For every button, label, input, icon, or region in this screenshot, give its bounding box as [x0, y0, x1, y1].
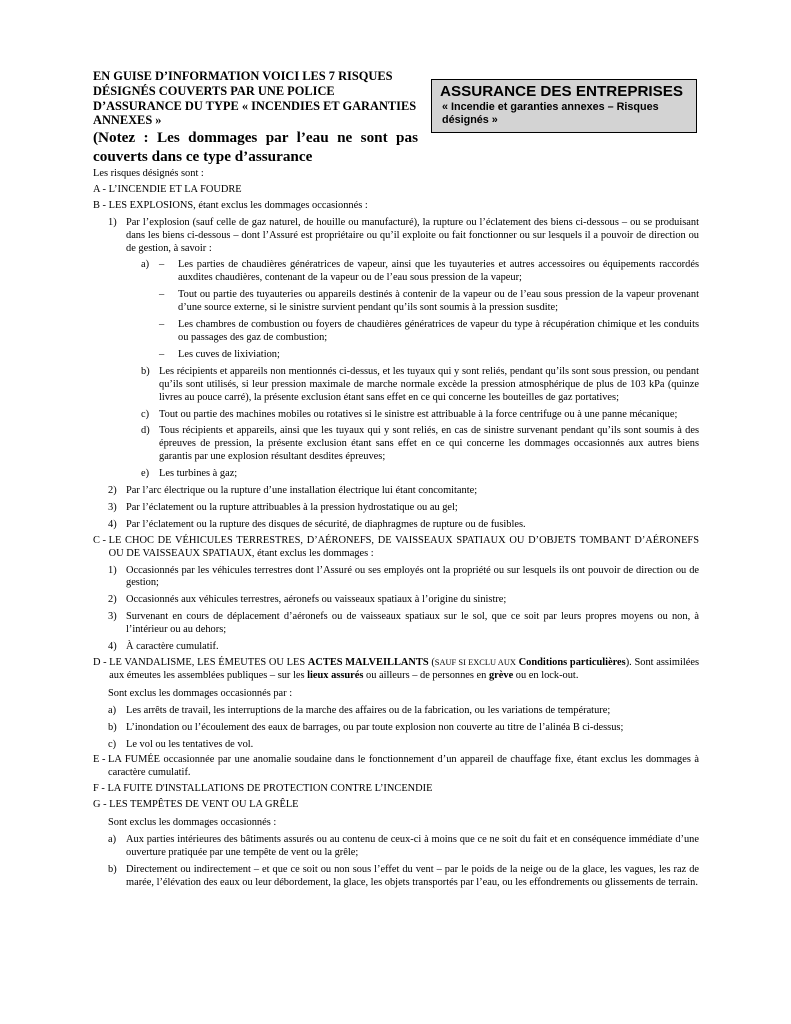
list-item: [141, 425, 699, 464]
section-text: L’INCENDIE ET LA FOUDRE: [108, 183, 242, 195]
section-label: D -: [93, 657, 110, 668]
dash-item: [159, 349, 699, 362]
section-b-items: [93, 217, 699, 532]
text-run-bold: lieux assurés: [307, 669, 364, 681]
dash-item: [159, 289, 699, 315]
dash-marker: –: [159, 348, 165, 360]
text-run-smallcaps: SAUF SI EXCLU AUX: [434, 658, 516, 667]
list-item: [108, 611, 699, 637]
dash-text: Tout ou partie des tuyauteries ou appareils destinés à contenir de la vapeur ou de l’eau sous pression de la vapeur provenant d’une source externe, si le sinistre survient pendant qu’ils sont soumis à la pression susdite;: [178, 289, 699, 314]
dash-text: Les parties de chaudières génératrices de vapeur, ainsi que les tuyauteries et autres accessoires ou équipements raccordés auxdites chaudières, contenant de la vapeur ou de l’eau sous pression de la vapeur;: [178, 259, 699, 284]
item-label: a): [108, 833, 117, 845]
exclusion-lead: Sont exclus les dommages occasionnés par :: [108, 687, 293, 699]
list-item: [108, 641, 699, 654]
item-text: Par l’arc électrique ou la rupture d’une installation électrique lui étant concomitante;: [126, 485, 478, 497]
text-run: ou en lock-out.: [513, 669, 579, 681]
list-item: [141, 366, 699, 405]
list-item: [108, 705, 699, 718]
exclusion-lead: Sont exclus les dommages occasionnés :: [108, 817, 277, 829]
list-item: [108, 864, 699, 890]
item-label: b): [108, 863, 117, 875]
item-text: Tout ou partie des machines mobiles ou rotatives si le sinistre est attribuable à la force centrifuge ou à une panne mécanique;: [159, 408, 678, 420]
section-c: [93, 535, 699, 561]
lead-text: Les risques désignés sont :: [93, 168, 204, 179]
section-g-items: [93, 817, 699, 890]
item-label: 4): [108, 641, 117, 653]
item-label: 1): [108, 564, 117, 576]
list-item: [108, 722, 699, 735]
item-label: a): [141, 259, 150, 271]
water-damage-note: (Notez : Les dommages par l’eau ne sont pas couverts dans ce type d’assurance: [93, 129, 418, 165]
text-run: ou ailleurs – de personnes en: [363, 669, 489, 681]
section-c-items: [93, 565, 699, 654]
item-text: Survenant en cours de déplacement d’aéronefs ou de vaisseaux spatiaux sur le sol, que ce soit par leurs propres moyens ou non, à l’intérieur ou au dehors;: [126, 611, 699, 636]
item-label: 3): [108, 611, 117, 623]
title-box: [431, 79, 697, 133]
item-text: Par l’explosion (sauf celle de gaz naturel, de houille ou manufacturé), la rupture ou l’éclatement des biens ci-dessous – ou se produisant dans les biens ci-dessous – dont l’Assuré est propriétaire ou qu’il exploite ou fait fonctionner ou sur lesquels il a pouvoir de direction ou de gestion, à savoir :: [126, 216, 699, 254]
section-label: A -: [93, 183, 109, 195]
section-text: LES EXPLOSIONS, étant exclus les dommages occasionnés :: [108, 199, 368, 211]
section-label: C -: [93, 534, 109, 546]
list-item: [108, 217, 699, 256]
item-label: e): [141, 468, 150, 480]
intro-heading: EN GUISE D’INFORMATION VOICI LES 7 RISQUES DÉSIGNÉS COUVERTS PAR UNE POLICE D’ASSURANCE DU TYPE « INCENDIES ET GARANTIES ANNEXES »: [93, 69, 417, 128]
item-text: Directement ou indirectement – et que ce soit ou non sous l’effet du vent – par le poids de la neige ou de la glace, les vagues, les raz de marée, l’élévation des eaux ou leur débordement, la glace, les objets transportés par l’eau, ou les effondrements ou glissements de terrain.: [126, 863, 699, 888]
item-label: 1): [108, 216, 117, 228]
item-label: b): [141, 365, 150, 377]
list-item: [108, 739, 699, 752]
list-item: [108, 594, 699, 607]
item-text: Les turbines à gaz;: [159, 468, 238, 480]
section-text: [109, 657, 699, 683]
dash-marker: –: [159, 289, 165, 301]
dash-item: [159, 259, 699, 285]
item-text: Aux parties intérieures des bâtiments assurés ou au contenu de ceux-ci à moins que ce ne soit du fait et en conséquence immédiate d’une ouverture pratiquée par une tempête de vent ou la grêle;: [126, 833, 699, 858]
item-label: c): [141, 408, 150, 420]
section-text: LA FUITE D'INSTALLATIONS DE PROTECTION CONTRE L’INCENDIE: [107, 783, 433, 795]
dash-list: [159, 259, 699, 361]
item-label: d): [141, 425, 150, 437]
text-run: LE VANDALISME, LES ÉMEUTES OU LES: [109, 657, 308, 668]
list-item: [108, 519, 699, 532]
dash-marker: –: [159, 259, 165, 271]
item-text: Par l’éclatement ou la rupture des disques de sécurité, de diaphragmes de rupture ou de fusibles.: [126, 518, 526, 530]
list-item: [141, 409, 699, 422]
section-f: [93, 783, 699, 796]
item-text: Les arrêts de travail, les interruptions de la marche des affaires ou de la fabrication, ou les variations de température;: [126, 704, 611, 716]
box-title: ASSURANCE DES ENTREPRISES: [440, 83, 684, 100]
risks-content: [93, 168, 699, 890]
item-text: Tous récipients et appareils, ainsi que les tuyaux qui y sont reliés, en cas de sinistre survenant pendant qu’ils sont soumis à des épreuves de pression, la présente exclusion étant sans effet en ce qui concerne les dommages occasionnés aux autres biens garantis par une explosion résultant desdites épreuves;: [159, 425, 699, 463]
list-item: [108, 502, 699, 515]
text-run: (: [428, 657, 435, 668]
item-label: 4): [108, 518, 117, 530]
item-text: L’inondation ou l’écoulement des eaux de barrages, ou par toute explosion non couverte au titre de l’alinéa B ci-dessus;: [126, 721, 624, 733]
item-text: Occasionnés par les véhicules terrestres dont l’Assuré ou ses employés ont la propriété ou sur lesquels ils ont pouvoir de direction ou de gestion;: [126, 564, 699, 589]
section-b: [93, 200, 699, 213]
item-label: 2): [108, 594, 117, 606]
item-label: b): [108, 721, 117, 733]
section-e: [93, 754, 699, 780]
section-d: [93, 657, 699, 683]
section-g: [93, 799, 699, 812]
item-label: a): [108, 704, 117, 716]
dash-text: Les cuves de lixiviation;: [178, 348, 280, 360]
list-item: [141, 468, 699, 481]
item-text: À caractère cumulatif.: [126, 641, 219, 653]
item-text: Occasionnés aux véhicules terrestres, aéronefs ou vaisseaux spatiaux à l’origine du sinistre;: [126, 594, 507, 606]
item-text: Par l’éclatement ou la rupture attribuables à la pression hydrostatique ou au gel;: [126, 501, 458, 513]
section-d-items: [93, 688, 699, 752]
dash-marker: –: [159, 319, 165, 331]
text-run-bold: Conditions particulières: [518, 657, 626, 668]
dash-text: Les chambres de combustion ou foyers de chaudières génératrices de vapeur du type à récupération chimique et les conduits ou passages des gaz de combustion;: [178, 319, 699, 343]
section-label: G -: [93, 799, 110, 811]
item-text: Les récipients et appareils non mentionnés ci-dessus, et les tuyaux qui y sont reliés, pendant qu’ils sont sous pression, ou pendant qu’ils sont utilisés, si leur pression maximale de marche normale excède la pression atmosphérique de plus de 103 kPa (quinze livres au pouce carré), la présente exclusion étant sans effet en ce qui concerne les bouteilles de gaz portatives;: [159, 365, 699, 403]
section-label: B -: [93, 199, 109, 211]
item-label: c): [108, 738, 117, 750]
list-item: [108, 485, 699, 498]
list-item: [108, 834, 699, 860]
section-label: F -: [93, 783, 108, 795]
item-text: Le vol ou les tentatives de vol.: [126, 738, 254, 750]
section-text: LES TEMPÊTES DE VENT OU LA GRÊLE: [109, 799, 299, 811]
section-text: LA FUMÉE occasionnée par une anomalie soudaine dans le fonctionnement d’un appareil de chauffage fixe, étant exclus les dommages à caractère cumulatif.: [108, 754, 699, 779]
list-item: [108, 565, 699, 591]
item-label: 2): [108, 485, 117, 497]
text-run: ). Sont assimilées aux émeutes les assemblées publiques – sur les: [109, 657, 699, 681]
section-text: LE CHOC DE VÉHICULES TERRESTRES, D’AÉRONEFS, DE VAISSEAUX SPATIAUX OU D’OBJETS TOMBANT D’AÉRONEFS OU DE VAISSEAUX SPATIAUX, étant exclus les dommages :: [108, 534, 699, 559]
box-subtitle: « Incendie et garanties annexes – Risques désignés »: [442, 101, 659, 126]
text-run-bold: ACTES MALVEILLANTS: [307, 657, 429, 668]
dash-item: [159, 319, 699, 345]
sub-list: [108, 259, 699, 481]
section-label: E -: [93, 754, 109, 766]
section-a: [93, 184, 699, 197]
list-item: [141, 259, 699, 361]
text-run-bold: grève: [488, 669, 514, 681]
item-label: 3): [108, 501, 117, 513]
